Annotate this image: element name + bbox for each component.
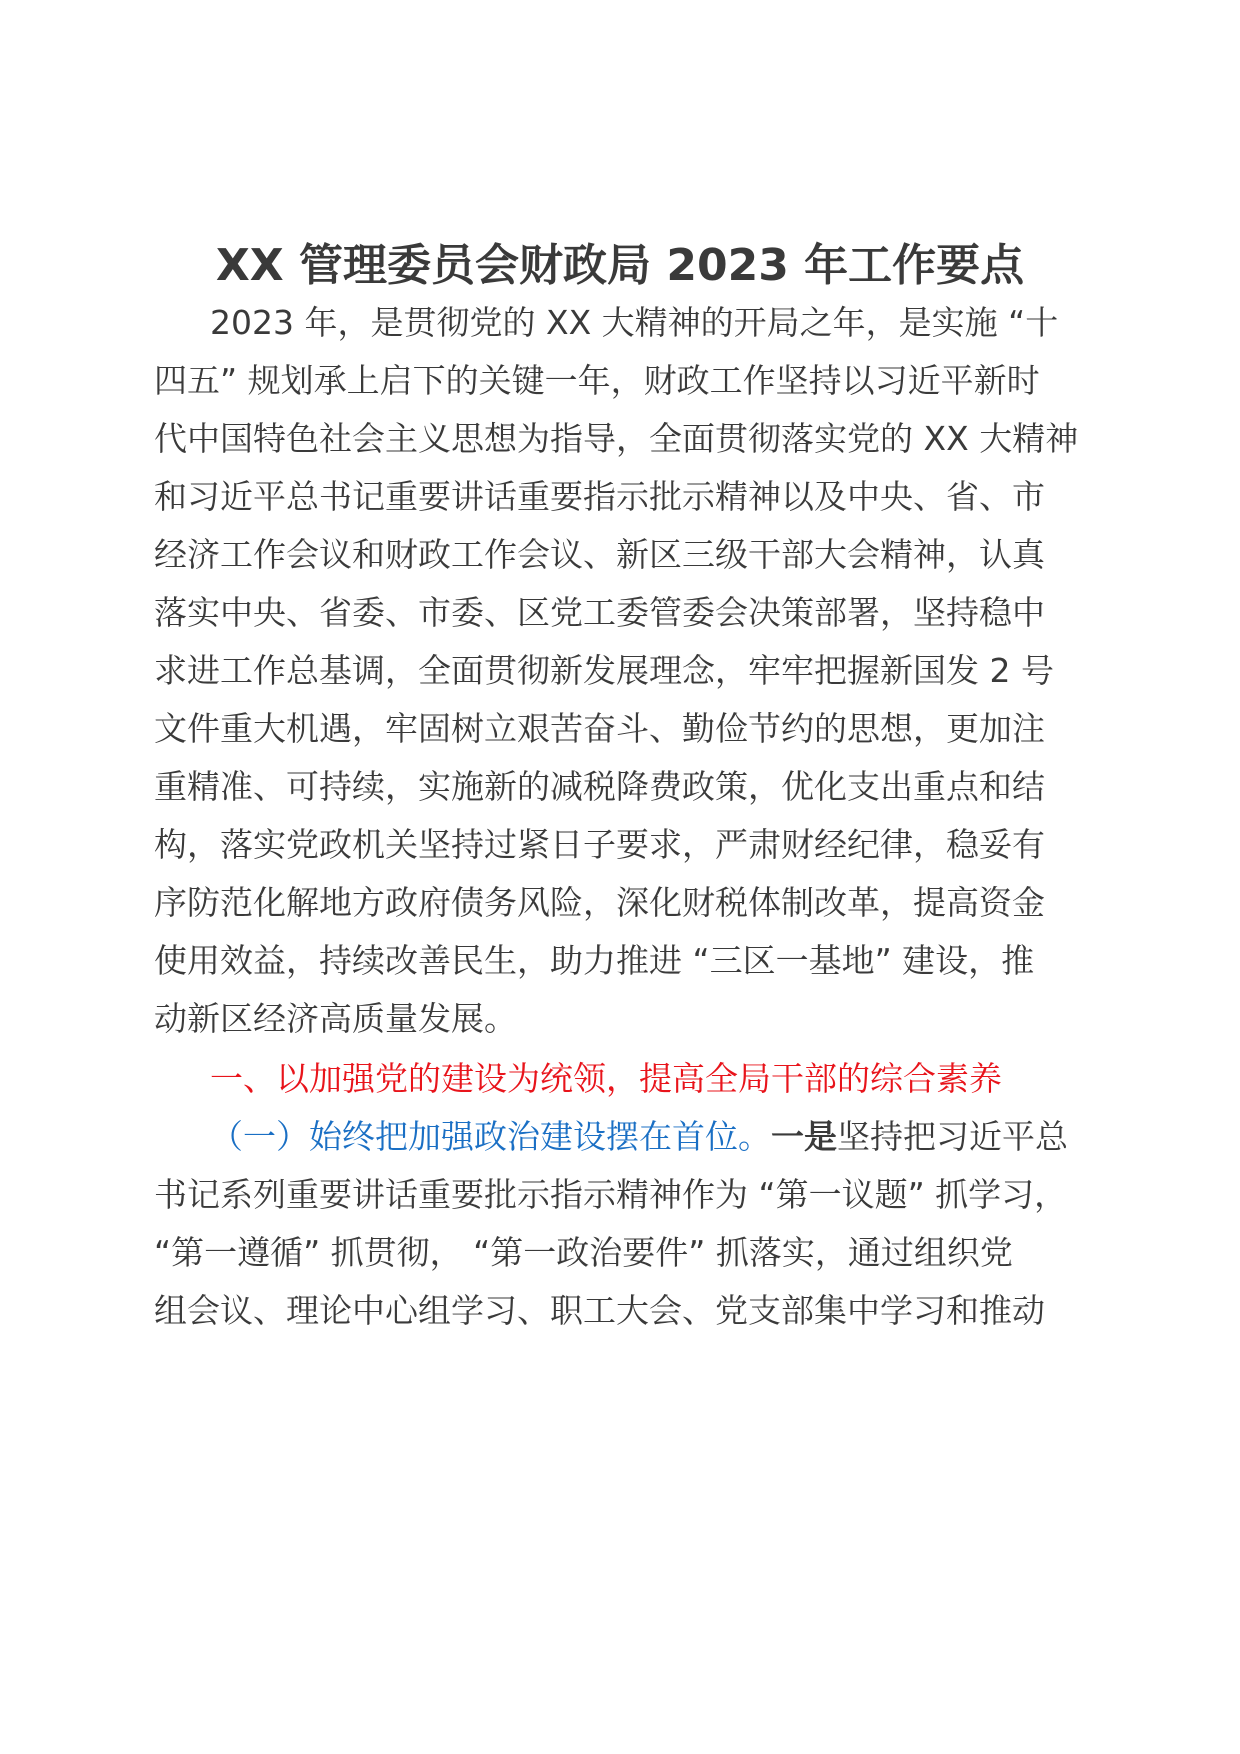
intro-line: 和习近平总书记重要讲话重要指示批示精神以及中央、省、市 (154, 477, 1045, 516)
intro-line: 落实中央、省委、市委、区党工委管委会决策部署，坚持稳中 (154, 593, 1045, 632)
intro-line: 求进工作总基调，全面贯彻新发展理念，牢牢把握新国发 2 号 (154, 651, 1054, 690)
intro-line: 经济工作会议和财政工作会议、新区三级干部大会精神，认真 (154, 535, 1045, 574)
intro-line: 重精准、可持续，实施新的减税降费政策，优化支出重点和结 (154, 767, 1045, 806)
intro-line: 序防范化解地方政府债务风险，深化财税体制改革，提高资金 (154, 883, 1045, 922)
subsection-line: 组会议、理论中心组学习、职工大会、党支部集中学习和推动 (154, 1291, 1045, 1330)
subsection-line: 书记系列重要讲话重要批示指示精神作为 “第一议题” 抓学习， (154, 1175, 1068, 1214)
subsection-bold-lead: 一是 (771, 1117, 837, 1156)
subsection-first-line (210, 1114, 1068, 1160)
section-heading: 一、以加强党的建设为统领，提高全局干部的综合素养 (210, 1059, 1002, 1098)
intro-line: 四五” 规划承上启下的关键一年，财政工作坚持以习近平新时 (154, 361, 1040, 400)
intro-line: 代中国特色社会主义思想为指导，全面贯彻落实党的 XX 大精神 (154, 419, 1079, 458)
intro-line: 文件重大机遇，牢固树立艰苦奋斗、勤俭节约的思想，更加注 (154, 709, 1045, 748)
subsection-line: “第一遵循” 抓贯彻， “第一政治要件” 抓落实，通过组织党 (154, 1233, 1013, 1272)
intro-line: 构，落实党政机关坚持过紧日子要求，严肃财经纪律，稳妥有 (154, 825, 1045, 864)
intro-line: 2023 年，是贯彻党的 XX 大精神的开局之年，是实施 “十 (210, 303, 1059, 342)
intro-line: 使用效益，持续改善民生，助力推进 “三区一基地” 建设，推 (154, 941, 1035, 980)
subsection-label: （一）始终把加强政治建设摆在首位。 (210, 1117, 771, 1156)
subsection-first-line-text: 坚持把习近平总 (837, 1117, 1068, 1156)
intro-line: 动新区经济高质量发展。 (154, 999, 517, 1038)
document-title: XX 管理委员会财政局 2023 年工作要点 (215, 240, 1025, 291)
